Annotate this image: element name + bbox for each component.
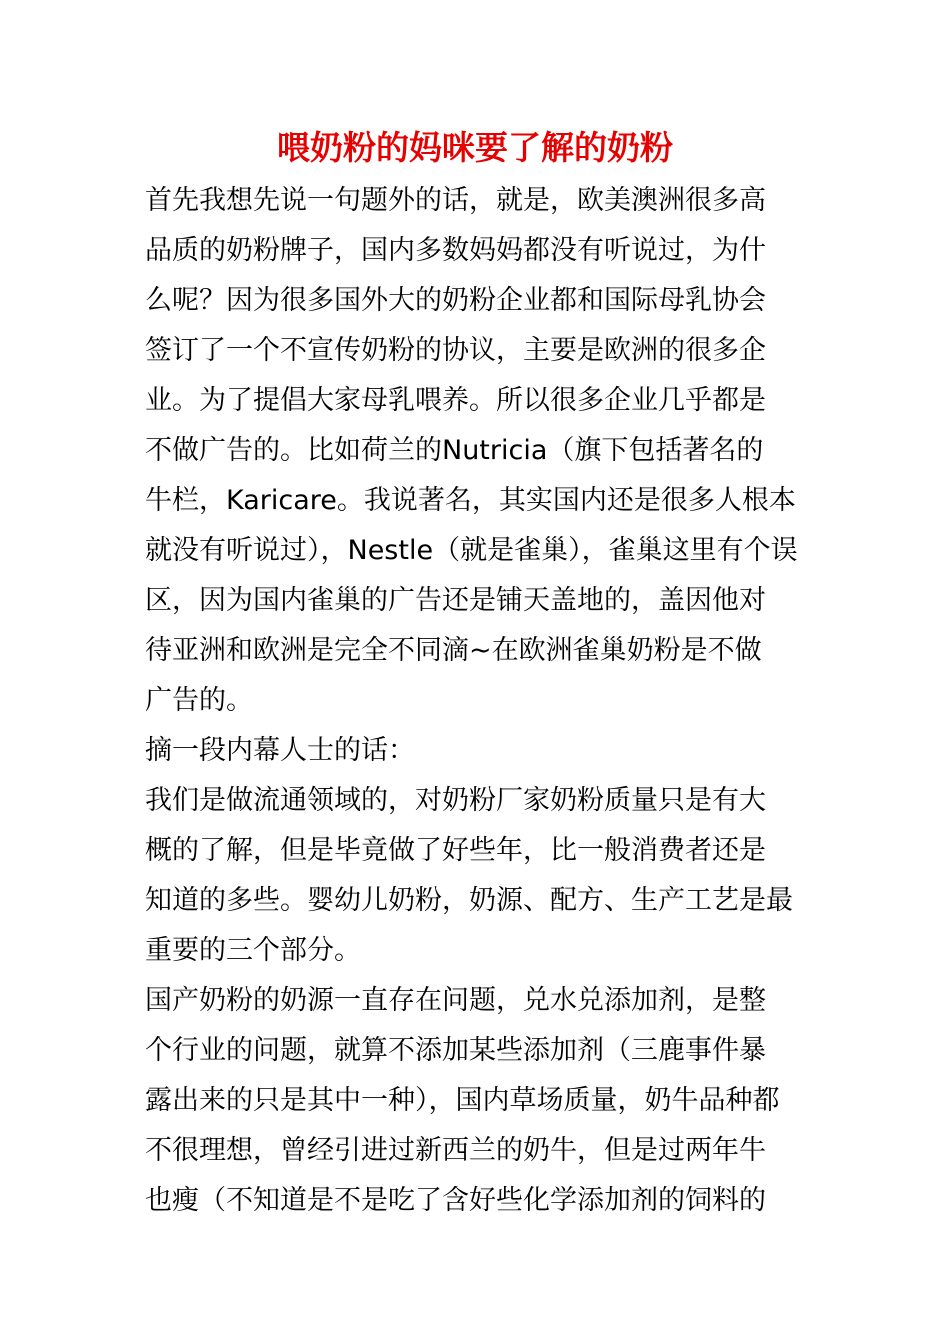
text-line: 品质的奶粉牌子，国内多数妈妈都没有听说过，为什 (145, 235, 766, 266)
text-line: 待亚洲和欧洲是完全不同滴~在欧洲雀巢奶粉是不做 (145, 635, 762, 666)
text-line: 国产奶粉的奶源一直存在问题，兑水兑添加剂，是整 (145, 985, 766, 1016)
text-line: 不做广告的。比如荷兰的Nutricia（旗下包括著名的 (145, 435, 764, 466)
text-line: 知道的多些。婴幼儿奶粉，奶源、配方、生产工艺是最 (145, 885, 793, 916)
text-line: 我们是做流通领域的，对奶粉厂家奶粉质量只是有大 (145, 785, 766, 816)
text-line: 牛栏，Karicare。我说著名，其实国内还是很多人根本 (145, 485, 796, 516)
text-line: 就没有听说过），Nestle（就是雀巢），雀巢这里有个误 (145, 535, 798, 566)
text-line: 不很理想，曾经引进过新西兰的奶牛，但是过两年牛 (145, 1135, 766, 1166)
text-line: 个行业的问题，就算不添加某些添加剂（三鹿事件暴 (145, 1035, 766, 1066)
text-line: 签订了一个不宣传奶粉的协议，主要是欧洲的很多企 (145, 335, 766, 366)
text-line: 么呢？因为很多国外大的奶粉企业都和国际母乳协会 (145, 285, 766, 316)
text-line: 露出来的只是其中一种），国内草场质量，奶牛品种都 (145, 1085, 780, 1116)
text-line: 广告的。 (145, 685, 253, 716)
text-line: 也瘦（不知道是不是吃了含好些化学添加剂的饲料的 (145, 1185, 766, 1216)
document-title: 喂奶粉的妈咪要了解的奶粉 (277, 128, 673, 167)
text-line: 摘一段内幕人士的话： (145, 735, 415, 766)
text-line: 重要的三个部分。 (145, 935, 361, 966)
document-body (145, 176, 810, 1226)
text-line: 概的了解，但是毕竟做了好些年，比一般消费者还是 (145, 835, 766, 866)
text-line: 区，因为国内雀巢的广告还是铺天盖地的，盖因他对 (145, 585, 766, 616)
text-line: 业。为了提倡大家母乳喂养。所以很多企业几乎都是 (145, 385, 766, 416)
text-line: 首先我想先说一句题外的话，就是，欧美澳洲很多高 (145, 185, 766, 216)
